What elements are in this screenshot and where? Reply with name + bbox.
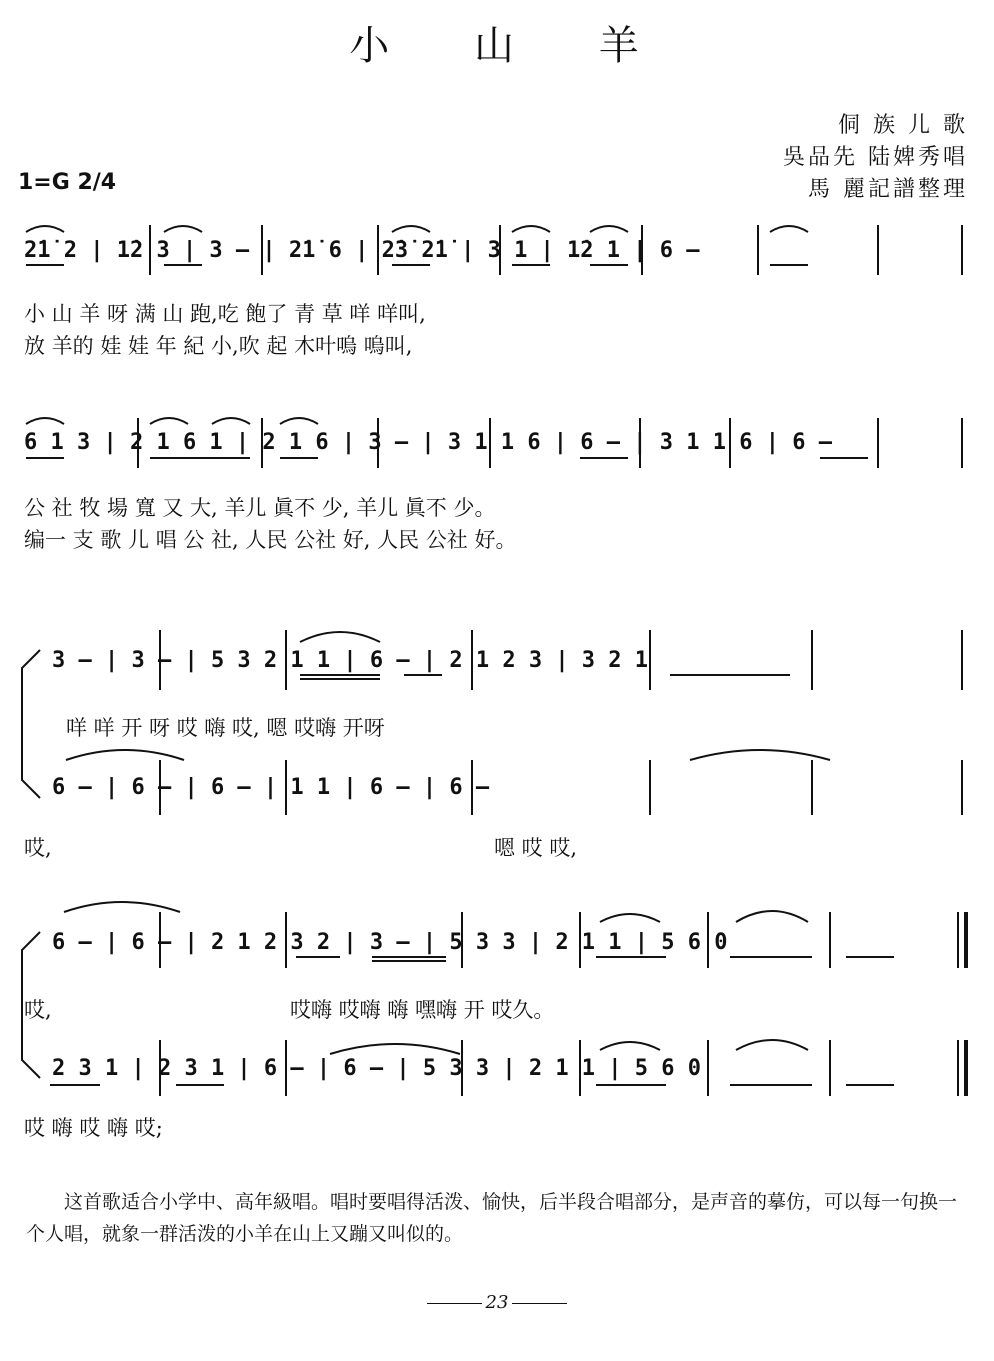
lyrics-line-4-upper-b: 哎嗨 哎嗨 嗨 嘿嗨 开 哎久。 [290, 998, 555, 1022]
page-number-rule-left [427, 1303, 482, 1304]
notation-line-4-lower: 2 3 1 | 2 3 1 | 6 — | 6 — | 5 3 3 | 2 1 1 | 5 6 0 [52, 1056, 702, 1081]
page-title: 小 山 羊 [349, 23, 675, 69]
credit-transcriber: 馬 麗記譜整理 [808, 177, 968, 202]
lyrics-line-1-verse-1: 小 山 羊 呀 满 山 跑,吃 飽了 青 草 咩 咩叫, [24, 302, 426, 326]
notation-line-4-upper: 6 — | 6 — | 2 1 2 3 2 | 3 — | 5 3 3 | 2 1 1 | 5 6 0 [52, 930, 728, 955]
lyrics-line-4-lower: 哎 嗨 哎 嗨 哎; [24, 1116, 163, 1140]
notation-line-3-upper: 3 — | 3 — | 5 3 2 1 1 | 6 — | 2 1 2 3 | 3 2 1 [52, 648, 649, 673]
credit-singers: 吳品先 陆婢秀唱 [783, 145, 968, 170]
notation-line-3-lower: 6 — | 6 — | 6 — | 1 1 | 6 — | 6 — [52, 775, 490, 800]
lyrics-line-3-upper: 咩 咩 开 呀 哎 嗨 哎, 嗯 哎嗨 开呀 [66, 716, 385, 740]
key-signature: 1=G 2/4 [18, 170, 117, 195]
lyrics-line-4-upper-a: 哎, [24, 998, 52, 1022]
lyrics-line-2-verse-1: 公 社 牧 場 寬 又 大, 羊儿 眞不 少, 羊儿 眞不 少。 [24, 496, 496, 520]
lyrics-line-3-lower-b: 嗯 哎 哎, [494, 836, 578, 860]
page-number-rule-right [512, 1303, 567, 1304]
notation-line-2: 6 1 3 | 2 1 6 1 | 2 1 6 | 3 — | 3 1 1 6 | 6 — | 3 1 1 6 | 6 — [24, 430, 832, 455]
page-number [0, 1292, 994, 1313]
lyrics-line-2-verse-2: 编一 支 歌 儿 唱 公 社, 人民 公社 好, 人民 公社 好。 [24, 528, 517, 552]
notation-line-1: 2̇1̇ 2 | 1̇2 3 | 3 — | 2̇1̇ 6 | 2̇3̇ 2̇1̇ | 3 1 | 1̇2 1 | 6 — [24, 238, 700, 263]
page-number-value: 23 [485, 1292, 509, 1313]
lyrics-line-3-lower-a: 哎, [24, 836, 52, 860]
credit-origin: 侗 族 儿 歌 [838, 113, 968, 138]
lyrics-line-1-verse-2: 放 羊的 娃 娃 年 紀 小,吹 起 木叶嗚 嗚叫, [24, 334, 413, 358]
footnote-text: 这首歌适合小学中、高年級唱。唱时要唱得活泼、愉快，后半段合唱部分，是声音的摹仿，可以每一句换一个人唱，就象一群活泼的小羊在山上又蹦又叫似的。 [26, 1191, 958, 1245]
